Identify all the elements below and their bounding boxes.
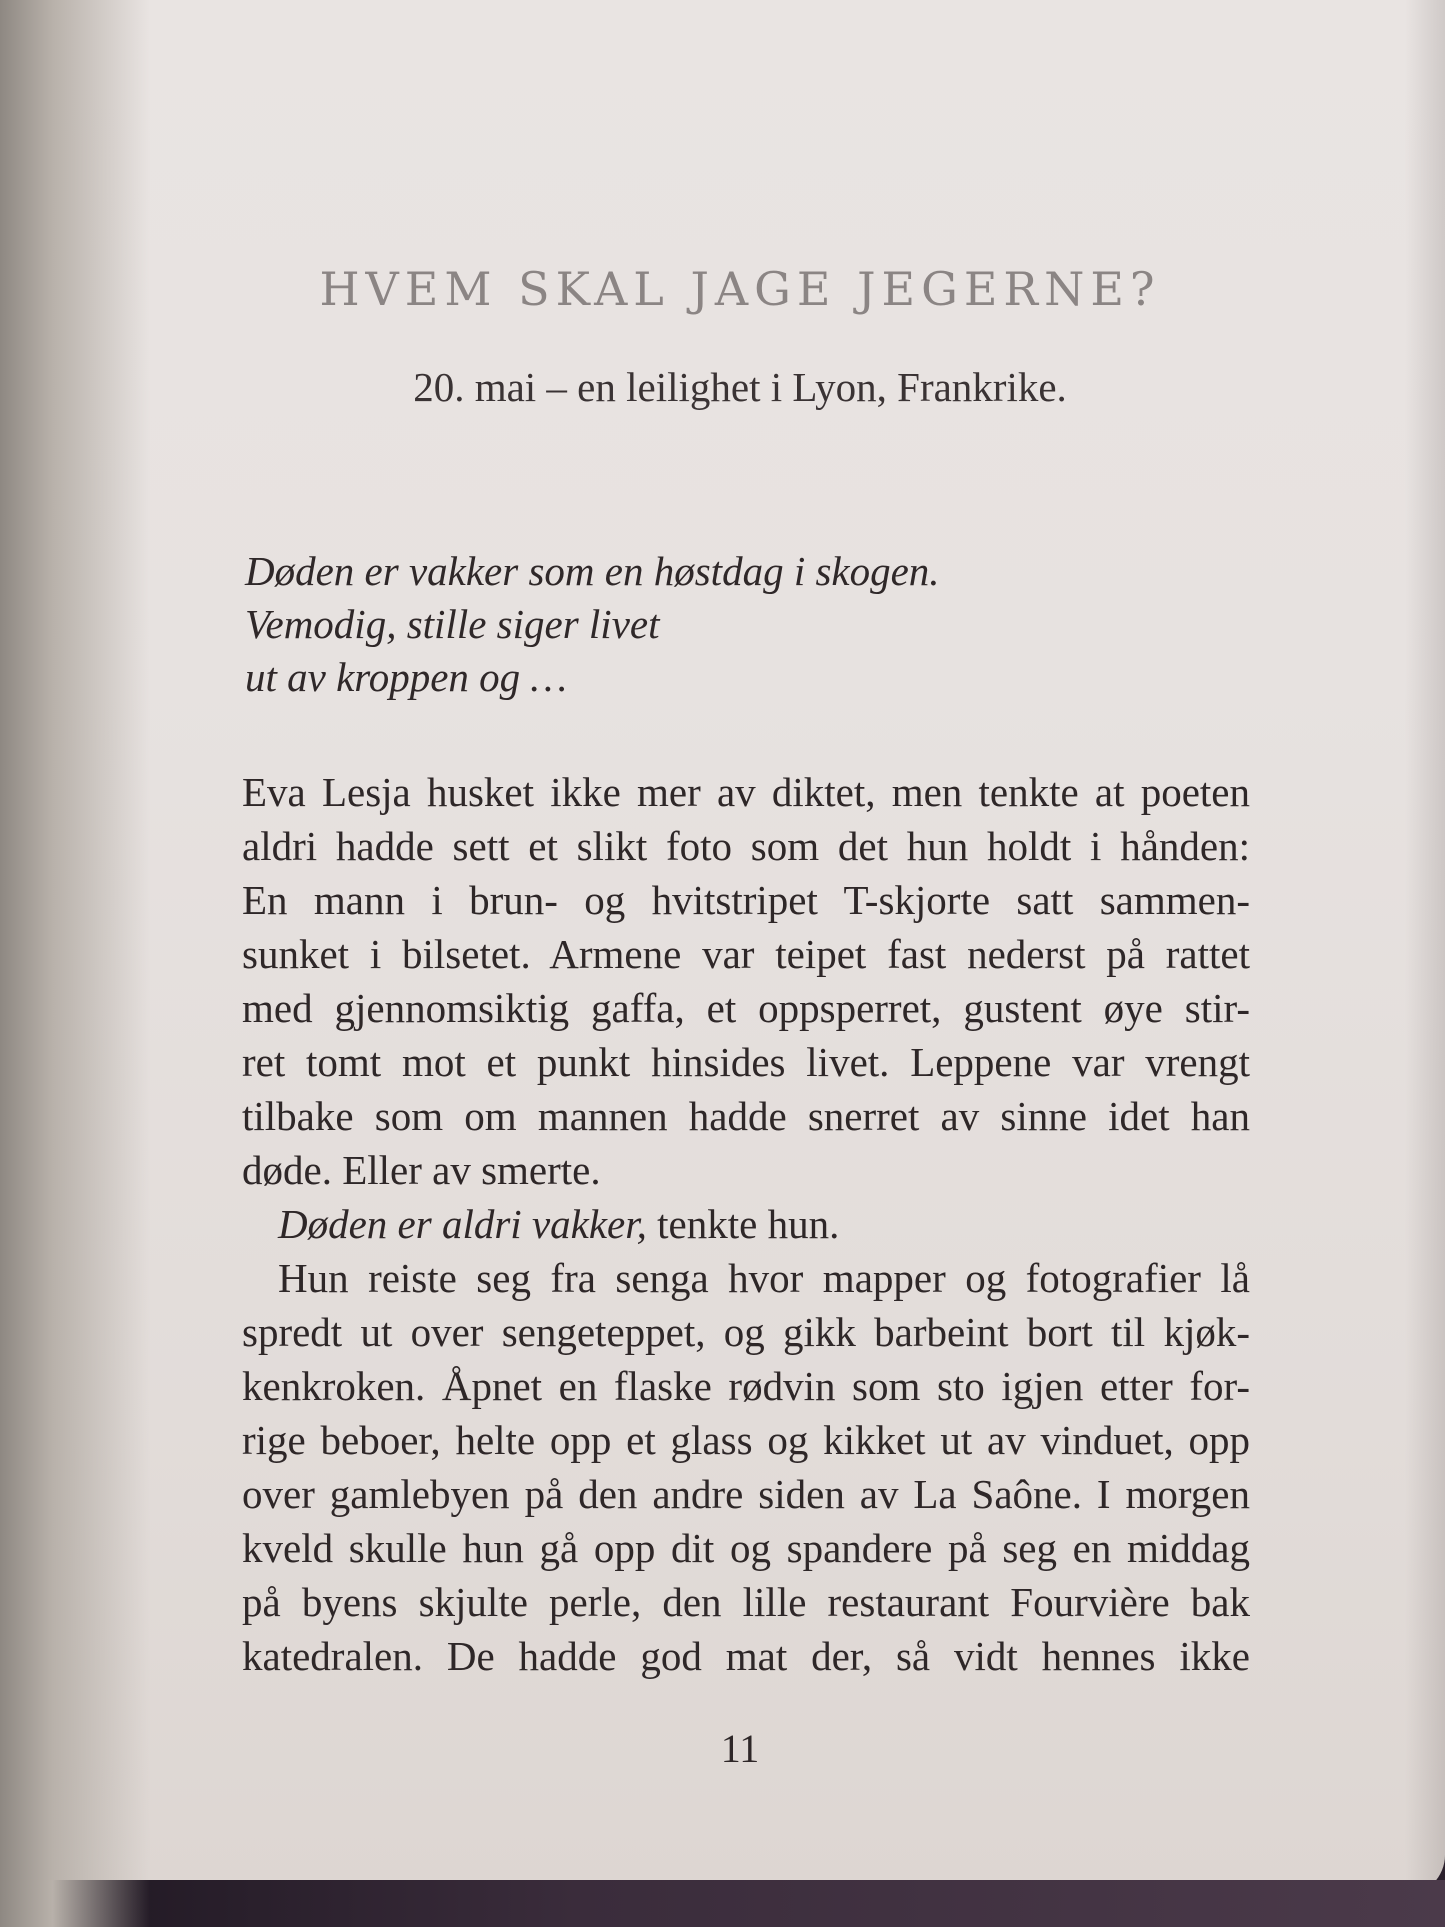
poem-line: Vemodig, stille siger livet [245,601,660,647]
text-line: med gjennomsiktig gaffa, et oppsperret, gustent øye stir- [242,985,1250,1031]
poem-epigraph [245,545,1245,704]
poem-line: Døden er vakker som en høstdag i skogen. [245,548,940,594]
italic-thought: Døden er aldri vakker, [278,1201,647,1247]
text-line: på byens skjulte perle, den lille restaurant Fourvière bak [242,1579,1250,1625]
poem-line: ut av kroppen og … [245,654,567,700]
text-line: aldri hadde sett et slikt foto som det hun holdt i hånden: [242,823,1250,869]
text-line: Eva Lesja husket ikke mer av diktet, men tenkte at poeten [242,769,1250,815]
text-line: ret tomt mot et punkt hinsides livet. Leppene var vrengt [242,1039,1250,1085]
page-edge-shading [1405,0,1445,1895]
text-line: kveld skulle hun gå opp dit og spandere på seg en middag [242,1525,1250,1571]
text-line: katedralen. De hadde god mat der, så vidt hennes ikke [242,1633,1250,1679]
text-line: Hun reiste seg fra senga hvor mapper og fotografier lå [278,1255,1250,1301]
page-number: 11 [720,1726,760,1771]
text-line: døde. Eller av smerte. [242,1147,601,1193]
text-line: sunket i bilsetet. Armene var teipet fast nederst på rattet [242,931,1250,977]
text-line: rige beboer, helte opp et glass og kikket ut av vinduet, opp [242,1417,1250,1463]
background-surface [0,1880,1445,1927]
text-line: over gamlebyen på den andre siden av La Saône. I morgen [242,1471,1250,1517]
chapter-title: HVEM SKAL JAGE JEGERNE? [319,262,1161,316]
text-line-italic-thought [242,1197,1250,1251]
body-text [242,765,1250,1683]
text-line: spredt ut over sengeteppet, og gikk barbeint bort til kjøk- [242,1309,1250,1355]
text-line: tilbake som om mannen hadde snerret av sinne idet han [242,1093,1250,1139]
chapter-subtitle: 20. mai – en leilighet i Lyon, Frankrike. [413,364,1067,410]
text-line: kenkroken. Åpnet en flaske rødvin som sto igjen etter for- [242,1363,1250,1409]
thought-tail: tenkte hun. [646,1201,840,1247]
text-line: En mann i brun- og hvitstripet T-skjorte satt sammen- [242,877,1250,923]
